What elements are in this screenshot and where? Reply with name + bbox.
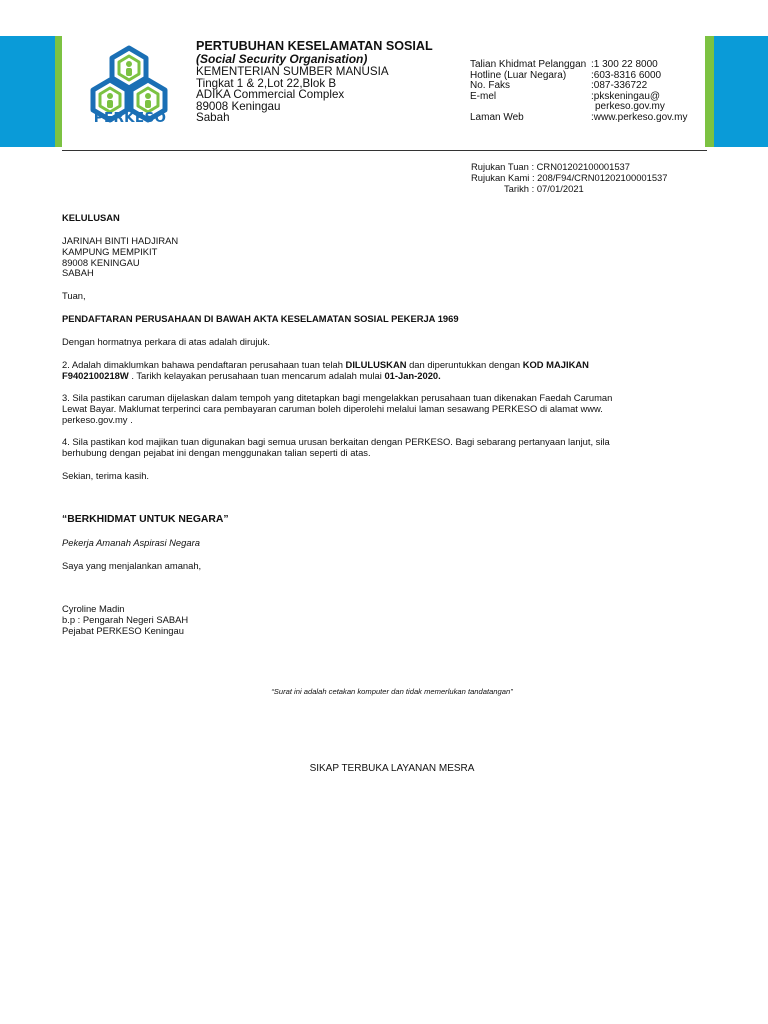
header-band-blue-right [714,36,768,147]
address-line: 89008 Keningau [196,99,281,113]
para4-line: berhubung dengan pejabat ini dengan menggunakan talian seperti di atas. [62,446,371,458]
contact-label: E-mel [470,90,497,102]
address-line: ADIKA Commercial Complex [196,88,345,102]
paragraph-3 [62,393,702,425]
organisation-name: PERTUBUHAN KESELAMATAN SOSIAL [196,39,433,53]
signatory-office: Pejabat PERKESO Keningau [62,624,184,636]
recipient-line: KAMPUNG MEMPIKIT [62,245,158,257]
logo-wordmark: PERKESO [93,110,167,126]
para2-prefix: 2. Adalah dimaklumkan bahawa pendaftaran perusahaan tuan telah [62,359,346,370]
motto: “BERKHIDMAT UNTUK NEGARA” [62,514,229,525]
closing-line: Sekian, terima kasih. [62,470,150,481]
contact-value: :1 300 22 8000 [591,59,658,70]
para2-middle2: . Tarikh kelayakan perusahaan tuan mencarum adalah mulai [128,369,385,381]
footer-slogan: SIKAP TERBUKA LAYANAN MESRA [309,763,475,774]
organisation-address-block [196,40,433,124]
recipient-address [62,236,702,279]
contact-value: :603-8316 6000 [591,69,662,81]
address-line: Sabah [196,111,230,125]
contact-value: :pkskeningau@ [591,90,661,102]
sign-off: Saya yang menjalankan amanah, [62,560,202,571]
header-band-green-right [705,36,714,147]
salutation: Tuan, [62,290,86,301]
header-divider [62,150,707,151]
recipient-line: JARINAH BINTI HADJIRAN [62,235,179,246]
header-band-blue-left [0,36,55,147]
contact-value: :www.perkeso.gov.my [591,111,688,123]
contact-label: Laman Web [470,111,524,123]
contact-value: perkeso.gov.my [595,101,665,113]
reference-tarikh: Tarikh : 07/01/2021 [504,183,584,194]
intro-paragraph: Dengan hormatnya perkara di atas adalah dirujuk. [62,336,270,347]
approved-status: DILULUSKAN [345,359,407,370]
reference-block [471,161,668,194]
para3-line: 3. Sila pastikan caruman dijelaskan dalam tempoh yang ditetapkan bagi mengelakkan perusahaan tuan dikenakan Faedah Caruman [62,392,613,403]
signatory-block [62,604,702,636]
address-line: KEMENTERIAN SUMBER MANUSIA [196,65,389,78]
organisation-subtitle: (Social Security Organisation) [196,52,368,66]
para3-line: Lewat Bayar. Maklumat terperinci cara pembayaran caruman boleh diperolehi melalui laman sesawang PERKESO di alamat www. [62,402,603,414]
contact-label: Hotline (Luar Negara) [470,69,567,81]
para4-line: 4. Sila pastikan kod majikan tuan digunakan bagi semua urusan berkaitan dengan PERKESO. Bagi sebarang pertanyaan lanjut, sila [62,436,610,447]
eligibility-date: 01-Jan-2020. [384,369,441,381]
employer-code-value: F9402100218W [62,369,129,381]
letter-subject: PENDAFTARAN PERUSAHAAN DI BAWAH AKTA KESELAMATAN SOSIAL PEKERJA 1969 [62,313,459,324]
tagline: Pekerja Amanah Aspirasi Negara [62,537,200,548]
employer-code-label: KOD MAJIKAN [522,359,589,370]
paragraph-2 [62,360,702,382]
reference-rujukan-kami: Rujukan Kami : 208/F94/CRN01202100001537 [471,172,668,183]
para2-middle: dan diperuntukkan dengan [406,359,523,370]
address-line: Tingkat 1 & 2,Lot 22,Blok B [196,76,337,90]
contact-value: :087-336722 [591,80,648,92]
contact-label: No. Faks [470,80,511,92]
recipient-line: 89008 KENINGAU [62,256,140,268]
signatory-name: Cyroline Madin [62,603,125,614]
reference-rujukan-tuan: Rujukan Tuan : CRN01202100001537 [471,161,630,172]
recipient-line: SABAH [62,267,94,279]
computer-generated-note: “Surat ini adalah cetakan komputer dan tidak memerlukan tandatangan” [271,687,513,696]
paragraph-4 [62,437,702,459]
signatory-title: b.p : Pengarah Negeri SABAH [62,613,189,625]
para3-line: perkeso.gov.my . [62,413,133,425]
contact-label: Talian Khidmat Pelanggan [470,59,587,70]
letter-heading: KELULUSAN [62,212,120,223]
header-band-green-left [55,36,62,147]
